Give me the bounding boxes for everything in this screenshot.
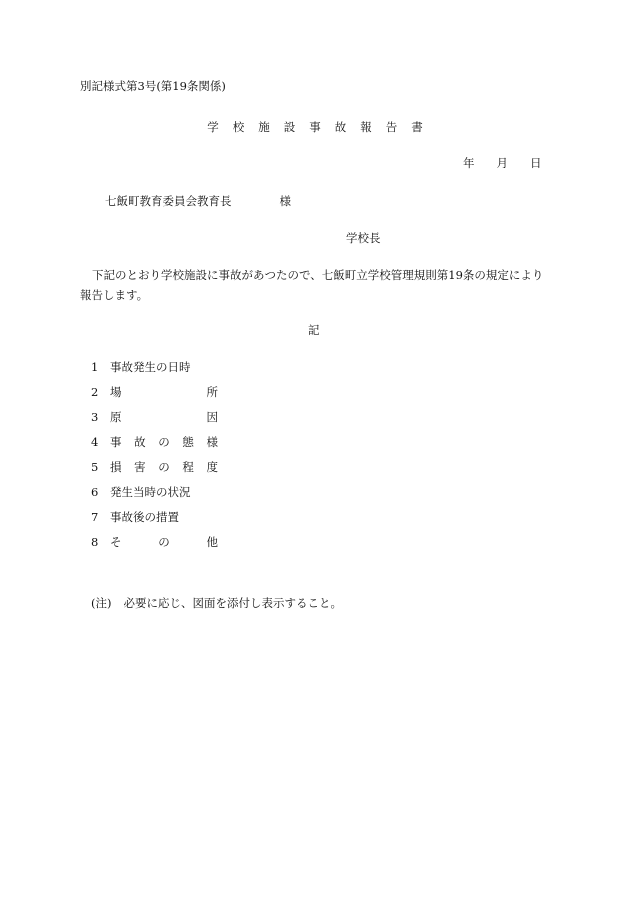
date-line bbox=[463, 158, 542, 170]
title-char: 事 bbox=[309, 120, 321, 134]
body-text-line-2: 報告します。 bbox=[80, 288, 149, 302]
item-label: そ の 他 bbox=[110, 535, 218, 549]
item-number: 3 bbox=[91, 410, 99, 424]
item-number: 7 bbox=[91, 510, 99, 524]
item-number: 2 bbox=[91, 385, 99, 399]
list-item bbox=[91, 512, 218, 524]
addressee-name: 七飯町教育委員会教育長 bbox=[105, 194, 232, 208]
list-item bbox=[91, 387, 218, 399]
body-text-line-1: 下記のとおり学校施設に事故があつたので、七飯町立学校管理規則第19条の規定により bbox=[92, 268, 544, 282]
note-text: 必要に応じ、図面を添付し表示すること。 bbox=[123, 596, 342, 610]
addressee bbox=[105, 196, 291, 208]
item-label: 事故後の措置 bbox=[110, 510, 179, 524]
item-label: 事 故 の 態 様 bbox=[110, 435, 218, 449]
form-label: 別記様式第3号(第19条関係) bbox=[80, 79, 226, 93]
list-item bbox=[91, 412, 218, 424]
item-number: 4 bbox=[91, 435, 99, 449]
title-char: 報 bbox=[360, 120, 372, 134]
date-day: 日 bbox=[530, 156, 542, 170]
title-char: 故 bbox=[334, 120, 347, 134]
date-year: 年 bbox=[463, 156, 475, 170]
item-number: 8 bbox=[91, 535, 99, 549]
item-number: 6 bbox=[91, 485, 99, 499]
title-char: 設 bbox=[283, 120, 296, 134]
item-number: 1 bbox=[91, 360, 99, 374]
addressee-honorific: 様 bbox=[279, 194, 291, 208]
item-number: 5 bbox=[91, 460, 99, 474]
list-item bbox=[91, 362, 218, 374]
item-label: 事故発生の日時 bbox=[110, 360, 191, 374]
list-item bbox=[91, 462, 218, 474]
note-label: (注) bbox=[91, 596, 112, 610]
list-item bbox=[91, 437, 218, 449]
title-char: 施 bbox=[258, 120, 270, 134]
ki-heading: 記 bbox=[308, 323, 320, 337]
item-label: 原 因 bbox=[110, 410, 218, 424]
list-item bbox=[91, 537, 218, 549]
item-label: 発生当時の状況 bbox=[110, 485, 191, 499]
title-char: 告 bbox=[385, 120, 398, 134]
document-title bbox=[0, 122, 630, 134]
list-item bbox=[91, 487, 218, 499]
sender: 学校長 bbox=[346, 231, 381, 245]
date-month: 月 bbox=[496, 156, 508, 170]
title-char: 学 bbox=[207, 120, 219, 134]
item-label: 場 所 bbox=[110, 385, 218, 399]
note bbox=[91, 598, 342, 610]
item-label: 損 害 の 程 度 bbox=[110, 460, 218, 474]
title-char: 書 bbox=[411, 120, 423, 134]
title-char: 校 bbox=[232, 120, 245, 134]
